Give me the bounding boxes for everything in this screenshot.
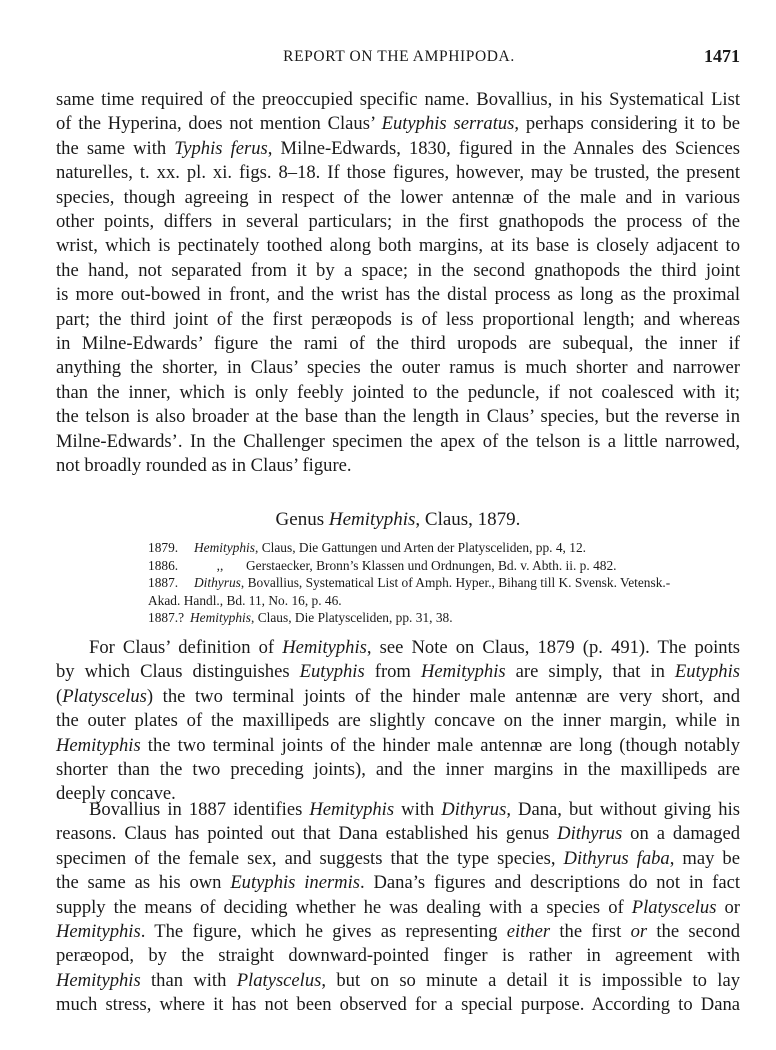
page-number: 1471 (704, 46, 740, 66)
text-line: (Platyscelus) the two terminal joints of the hinder male antennæ are very short, and (56, 685, 740, 707)
text-line: supply the means of deciding whether he was dealing with a species of Platyscelus or (56, 896, 740, 918)
paragraph-3 (56, 798, 740, 1018)
running-title: REPORT ON THE AMPHIPODA. (283, 48, 515, 65)
text-line: specimen of the female sex, and suggests that the type species, Dithyrus faba, may be (56, 847, 740, 869)
paragraph-1 (56, 88, 740, 479)
text-line: the same with Typhis ferus, Milne-Edwards, 1830, figured in the Annales des Sciences (56, 137, 740, 159)
text-line: wrist, which is pectinately toothed along both margins, at its base is closely adjacent to (56, 235, 740, 257)
text-line: other points, differs in several particulars; in the first gnathopods the process of the (56, 211, 740, 233)
text-line: anything the shorter, in Claus’ species the outer ramus is much shorter and narrower (56, 357, 740, 379)
text-line: Bovallius in 1887 identifies Hemityphis with Dithyrus, Dana, but without giving his (89, 799, 740, 820)
text-line: by which Claus distinguishes Eutyphis from Hemityphis are simply, that in Eutyphis (56, 661, 740, 683)
text-line: species, though agreeing in respect of the lower antennæ of the male and in various (56, 186, 740, 208)
genus-heading: Genus Hemityphis, Claus, 1879. (275, 509, 521, 530)
text-line: the hand, not separated from it by a space; in the second gnathopods the third joint (56, 259, 740, 281)
synonymy-entry-continuation: Akad. Handl., Bd. 11, No. 16, p. 46. (148, 592, 342, 608)
text-line: Hemityphis than with Platyscelus, but on so minute a detail it is impossible to lay (56, 969, 740, 991)
text-line: Hemityphis the two terminal joints of the hinder male antennæ are long (though notably (56, 734, 740, 756)
text-line: peræopod, by the straight downward-pointed finger is rather in agreement with (56, 945, 740, 967)
text-line: same time required of the preoccupied specific name. Bovallius, in his Systematical List (56, 89, 740, 110)
text-line: Milne-Edwards’. In the Challenger specimen the apex of the telson is a little narrowed, (56, 430, 740, 452)
synonymy-entry: 1887.? Hemityphis, Claus, Die Platysceliden, pp. 31, 38. (148, 610, 453, 626)
text-line: deeply concave. (56, 783, 176, 805)
text-line: part; the third joint of the first peræopods is of less proportional length; and whereas (56, 308, 740, 330)
text-line: than the inner, which is only feebly jointed to the peduncle, if not coalesced with it; (56, 381, 740, 403)
synonymy-entry: 1886. ,, Gerstaecker, Bronn’s Klassen und Ordnungen, Bd. v. Abth. ii. p. 482. (148, 557, 617, 573)
synonymy-entry: 1887. Dithyrus, Bovallius, Systematical List of Amph. Hyper., Bihang till K. Svensk. Vetensk.- (148, 575, 671, 591)
text-line: much stress, where it has not been observed for a special purpose. According to Dana (56, 994, 740, 1016)
text-line: in Milne-Edwards’ figure the rami of the third uropods are subequal, the inner if (56, 333, 740, 355)
paragraph-2 (56, 636, 740, 807)
text-line: naturelles, t. xx. pl. xi. figs. 8–18. If those figures, however, may be trusted, the present (56, 162, 740, 184)
text-line: shorter than the two preceding joints), and the inner margins in the maxillipeds are (56, 759, 740, 781)
synonymy-list (148, 539, 728, 627)
text-line: the same as his own Eutyphis inermis. Dana’s figures and descriptions do not in fact (56, 872, 741, 894)
text-line: the outer plates of the maxillipeds are slightly concave on the inner margin, while in (56, 710, 740, 732)
text-line: the telson is also broader at the base than the length in Claus’ species, but the reverse in (56, 406, 740, 428)
text-line: For Claus’ definition of Hemityphis, see Note on Claus, 1879 (p. 491). The points (89, 637, 740, 658)
text-line: is more out-bowed in front, and the wrist has the distal process as long as the proximal (56, 284, 740, 306)
text-line: of the Hyperina, does not mention Claus’ Eutyphis serratus, perhaps considering it to be (56, 113, 740, 135)
running-header (58, 46, 740, 70)
synonymy-entry: 1879. Hemityphis, Claus, Die Gattungen und Arten der Platysceliden, pp. 4, 12. (148, 540, 586, 555)
text-line: reasons. Claus has pointed out that Dana established his genus Dithyrus on a damaged (56, 823, 740, 845)
text-line: not broadly rounded as in Claus’ figure. (56, 455, 352, 477)
text-line: Hemityphis. The figure, which he gives as representing either the first or the second (56, 921, 740, 943)
